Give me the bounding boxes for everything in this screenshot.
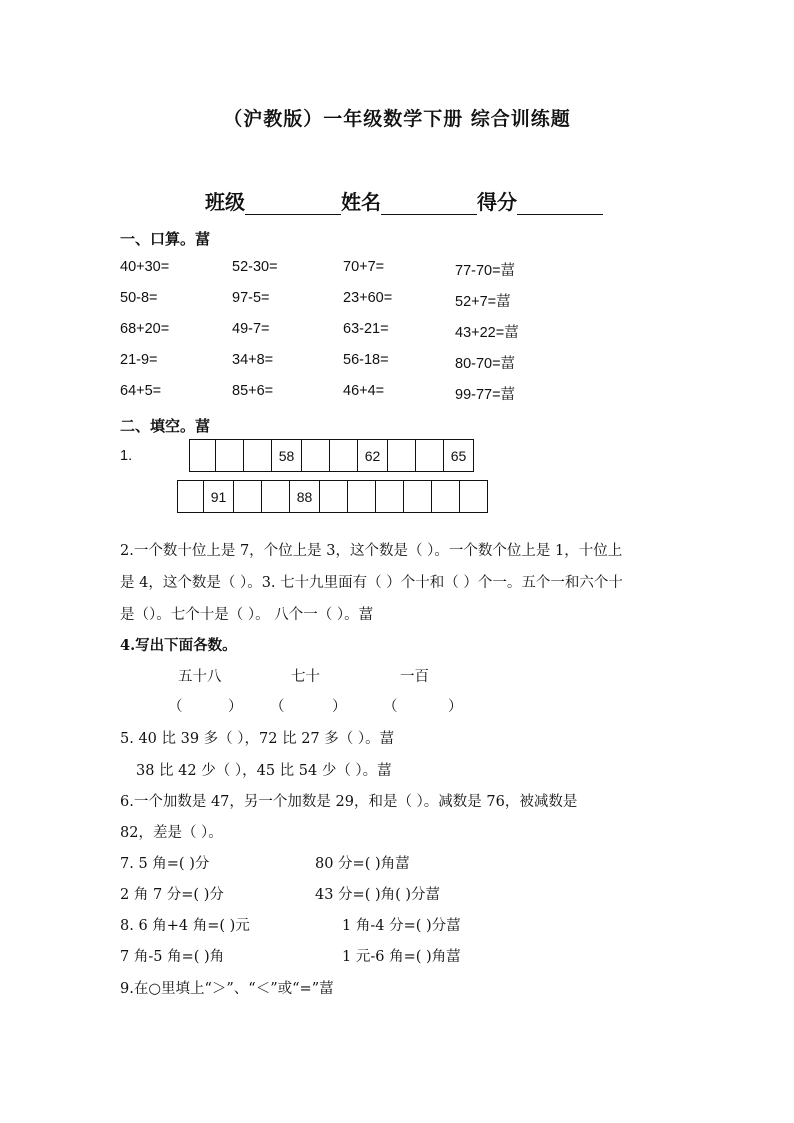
student-info-line — [205, 186, 603, 215]
calc-item: 43+22=葍 — [455, 325, 519, 341]
calc-item: 23+60= — [343, 290, 393, 306]
calc-item: 52-30= — [232, 259, 278, 275]
q4-word: 一百 — [400, 669, 429, 685]
question-6-line-2: 82，差是（ ）。 — [120, 825, 223, 841]
calc-item: 97-5= — [232, 290, 270, 306]
number-cell: 65 — [443, 439, 474, 472]
number-cell[interactable] — [459, 480, 488, 513]
number-cell[interactable] — [233, 480, 262, 513]
calc-item: 21-9= — [120, 352, 158, 368]
number-cell[interactable] — [177, 480, 204, 513]
calc-item: 85+6= — [232, 383, 274, 399]
question-7-line-2b: 43 分=( )角( )分葍 — [315, 887, 441, 903]
answer-paren-right: ） — [332, 699, 347, 715]
q4-word: 五十八 — [178, 669, 222, 685]
class-label: 班级 — [205, 190, 245, 214]
number-cell[interactable] — [243, 439, 272, 472]
page-title: （沪教版）一年级数学下册 综合训练题 — [223, 108, 571, 130]
number-cell[interactable] — [387, 439, 416, 472]
number-box-row-1 — [190, 439, 474, 472]
calc-item: 56-18= — [343, 352, 389, 368]
question-6-line-1: 6.一个加数是 47，另一个加数是 29，和是（ ）。减数是 76，被减数是 — [120, 794, 578, 810]
calc-item: 40+30= — [120, 259, 170, 275]
question-7-line-1a: 7. 5 角=( )分 — [120, 856, 210, 872]
number-cell[interactable] — [189, 439, 216, 472]
question-5-line-2: 38 比 42 少（ ），45 比 54 少（ ）。葍 — [136, 763, 392, 779]
calc-item: 34+8= — [232, 352, 274, 368]
question-8-line-1a: 8. 6 角+4 角=( )元 — [120, 918, 250, 934]
calc-item: 50-8= — [120, 290, 158, 306]
number-cell: 62 — [357, 439, 388, 472]
score-blank — [517, 192, 603, 215]
calc-item: 70+7= — [343, 259, 385, 275]
question-7-line-2a: 2 角 7 分=( )分 — [120, 887, 224, 903]
calc-item: 64+5= — [120, 383, 162, 399]
number-cell: 88 — [289, 480, 320, 513]
calc-item: 52+7=葍 — [455, 294, 511, 310]
number-cell[interactable] — [215, 439, 244, 472]
calc-item: 80-70=葍 — [455, 356, 516, 372]
number-cell[interactable] — [329, 439, 358, 472]
question-2-line-3: 是（）。七个十是（ ）。 八个一（ ）。葍 — [120, 607, 374, 623]
answer-paren-left: （ — [168, 699, 183, 715]
question-9: 9.在○里填上“＞”、“＜”或“=”葍 — [120, 981, 334, 997]
number-cell[interactable] — [403, 480, 432, 513]
number-cell[interactable] — [301, 439, 330, 472]
section-2-heading: 二、填空。葍 — [120, 417, 211, 435]
section-1-heading: 一、口算。葍 — [120, 230, 211, 248]
calc-item: 68+20= — [120, 321, 170, 337]
question-4-label: 4.写出下面各数。 — [120, 637, 237, 654]
calc-item: 46+4= — [343, 383, 385, 399]
number-cell: 58 — [271, 439, 302, 472]
number-cell[interactable] — [347, 480, 376, 513]
name-label: 姓名 — [341, 190, 381, 214]
question-1-label: 1. — [120, 448, 133, 464]
number-cell[interactable] — [415, 439, 444, 472]
number-cell[interactable] — [431, 480, 460, 513]
calc-item: 77-70=葍 — [455, 263, 516, 279]
number-cell[interactable] — [261, 480, 290, 513]
calc-item: 99-77=葍 — [455, 387, 516, 403]
question-2-line-2: 是 4，这个数是（ ）。3. 七十九里面有（ ）个十和（ ）个一。五个一和六个十 — [120, 575, 623, 591]
calc-item: 63-21= — [343, 321, 389, 337]
question-7-line-1b: 80 分=( )角葍 — [315, 856, 410, 872]
number-cell[interactable] — [319, 480, 348, 513]
number-cell: 91 — [203, 480, 234, 513]
question-5-line-1: 5. 40 比 39 多（ ），72 比 27 多（ ）。葍 — [120, 731, 395, 747]
answer-paren-left: （ — [270, 699, 285, 715]
answer-paren-left: （ — [383, 699, 398, 715]
answer-paren-right: ） — [448, 699, 463, 715]
question-2-line-1: 2.一个数十位上是 7，个位上是 3，这个数是（ ）。一个数个位上是 1，十位上 — [120, 543, 623, 559]
number-box-row-2 — [178, 480, 488, 513]
calc-item: 49-7= — [232, 321, 270, 337]
class-blank — [245, 192, 341, 215]
q4-word: 七十 — [291, 669, 320, 685]
score-label: 得分 — [477, 190, 517, 214]
question-8-line-1b: 1 角-4 分=( )分葍 — [342, 918, 461, 934]
question-8-line-2b: 1 元-6 角=( )角葍 — [342, 949, 461, 965]
number-cell[interactable] — [375, 480, 404, 513]
answer-paren-right: ） — [228, 699, 243, 715]
name-blank — [381, 192, 477, 215]
question-8-line-2a: 7 角-5 角=( )角 — [120, 949, 225, 965]
